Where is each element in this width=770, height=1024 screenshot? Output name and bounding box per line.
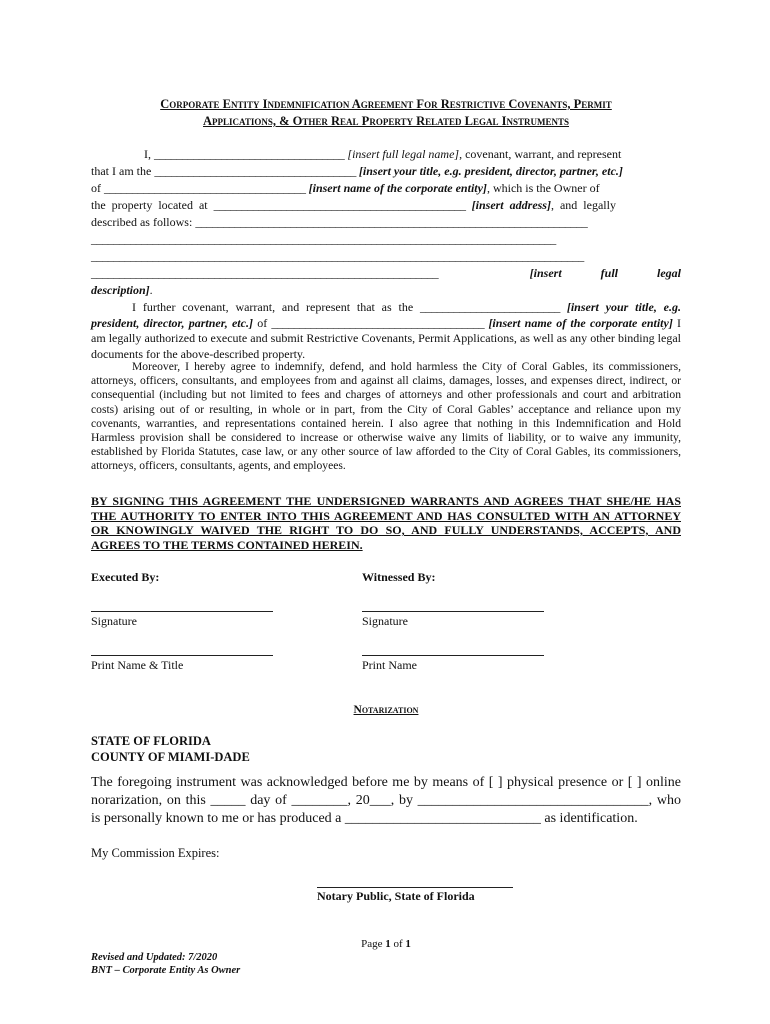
warning-statement: BY SIGNING THIS AGREEMENT THE UNDERSIGNED WARRANTS AND AGREES THAT SHE/HE HAS THE AUTHORITY TO ENTER INTO THIS AGREEMENT AND HAS CONSULTED WITH AN ATTORNEY OR KNOWINGLY WAIVED THE RIGHT TO DO SO, AND FULLY UNDERSTANDS, ACCEPTS, AND AGREES TO THE TERMS CONTAINED HEREIN. — [91, 494, 681, 552]
acknowledgment-paragraph: The foregoing instrument was acknowledged before me by means of [ ] physical presence or [ ] online norarization, on this _____ day of ________, 20___, by _________________________________, who is personally known to me or has produced a ____________________________ as identification. — [91, 775, 681, 826]
hint-entity: [insert name of the corporate entity] — [308, 181, 487, 195]
page-number — [91, 938, 681, 950]
hint-legal-desc: [insert full legal — [529, 266, 681, 280]
witnessed-by-heading: Witnessed By: — [362, 570, 436, 584]
notary-label: Notary Public, State of Florida — [317, 889, 475, 903]
intro-line-1 — [91, 146, 681, 163]
hint-title: [insert your title, e.g. president, director, partner, etc.] — [358, 164, 623, 178]
signature-line-executor[interactable] — [91, 611, 273, 612]
signature-line-witness[interactable] — [362, 611, 544, 612]
hint-legal-desc-cont: description] — [91, 283, 150, 297]
authority-paragraph — [91, 300, 681, 362]
hint-address: [insert address] — [471, 198, 551, 212]
page-prefix: Page — [361, 938, 383, 950]
entity-blank[interactable]: ____________________________________ — [104, 181, 306, 195]
text: I further covenant, warrant, and represent that as the — [132, 300, 414, 314]
signature-label-witness: Signature — [362, 614, 408, 628]
text: I, — [144, 147, 151, 161]
intro-line-6 — [91, 231, 681, 248]
legal-blank-2[interactable]: ___________________________________________________________________________________ — [91, 232, 556, 246]
text: , covenant, warrant, and represent — [459, 147, 622, 161]
text: the property located at — [91, 198, 208, 212]
notarization-heading: Notarization — [353, 704, 419, 716]
intro-line-5 — [91, 214, 681, 231]
text: of — [91, 181, 101, 195]
print-name-line-witness[interactable] — [362, 655, 544, 656]
intro-line-7 — [91, 248, 681, 265]
text: that I am the — [91, 164, 152, 178]
footer — [91, 951, 240, 977]
title-blank-2[interactable]: _________________________ — [420, 300, 561, 314]
state-line: STATE OF FLORIDA — [91, 734, 211, 748]
executed-by-heading: Executed By: — [91, 570, 160, 584]
print-name-label-executor: Print Name & Title — [91, 658, 184, 672]
entity-blank-2[interactable]: ______________________________________ — [271, 315, 485, 330]
notary-signature-line[interactable] — [317, 887, 513, 888]
text: of — [257, 315, 268, 330]
text: . — [149, 283, 153, 297]
text: described as follows: — [91, 215, 193, 229]
print-name-label-witness: Print Name — [362, 658, 417, 672]
footer-code: BNT – Corporate Entity As Owner — [91, 965, 241, 976]
intro-paragraph — [91, 146, 681, 299]
title-line-2: Applications, & Other Real Property Related Legal Instruments — [203, 114, 569, 128]
intro-line-2 — [91, 163, 681, 180]
indemnity-paragraph — [91, 360, 681, 474]
page-total: 1 — [405, 938, 411, 950]
intro-line-3 — [91, 180, 681, 197]
county-line: COUNTY OF MIAMI-DADE — [91, 750, 250, 764]
text: Moreover, I hereby agree to indemnify, defend, and hold harmless the City of Coral Gables, its commissioners, attorneys, officers, consultants, and employees from and against all claims, damages, losses, and expenses direct, indirect, or consequential (including but not limited to fees and charges of attorneys and other professionals and court and arbitration costs) arising out of or resulting, in whole or in part, from the City of Coral Gables’ acceptance and reliance upon my covenants, warranties, and representations contained herein. I also agree that nothing in this Indemnification and Hold Harmless provision shall be considered to increase or otherwise waive any limits of liability, or to waive any immunity, established by Florida Statutes, case law, or any other source of law afforded to the City of Coral Gables, its commissioners, attorneys, officers, consultants, agents, and employees. — [91, 360, 681, 473]
print-name-line-executor[interactable] — [91, 655, 273, 656]
intro-line-8 — [91, 265, 681, 282]
document-title — [91, 96, 681, 130]
venue-block — [91, 733, 250, 765]
legal-blank-1[interactable]: ______________________________________________________________________ — [195, 215, 588, 229]
text: I am legally authorized to execute and submit Restrictive Covenants, Permit Applications, as well as any other binding legal documents for the above-described property. — [91, 315, 682, 361]
intro-line-4 — [91, 197, 681, 214]
signature-label-executor: Signature — [91, 614, 137, 628]
legal-blank-3[interactable]: ________________________________________________________________________________________ — [91, 249, 584, 263]
hint-legal-name: [insert full legal name] — [347, 147, 460, 161]
hint-entity-2: [insert name of the corporate entity] — [488, 315, 673, 330]
page-of: of — [393, 938, 403, 950]
title-blank[interactable]: ____________________________________ — [154, 164, 356, 178]
legal-blank-4[interactable]: ______________________________________________________________ — [91, 266, 439, 280]
title-line-1: Corporate Entity Indemnification Agreement For Restrictive Covenants, Permit — [160, 97, 612, 111]
intro-line-9 — [91, 282, 681, 299]
name-blank[interactable]: __________________________________ — [154, 147, 345, 161]
commission-expires: My Commission Expires: — [91, 846, 220, 860]
page-current: 1 — [385, 938, 391, 950]
text: , which is the Owner of — [486, 181, 600, 195]
text: , and legally — [550, 198, 616, 212]
address-blank[interactable]: _____________________________________________ — [213, 198, 466, 212]
hint-title-2: [insert your title, e.g. president, director, partner, etc.] — [91, 300, 681, 330]
footer-revised: Revised and Updated: 7/2020 — [91, 952, 218, 963]
